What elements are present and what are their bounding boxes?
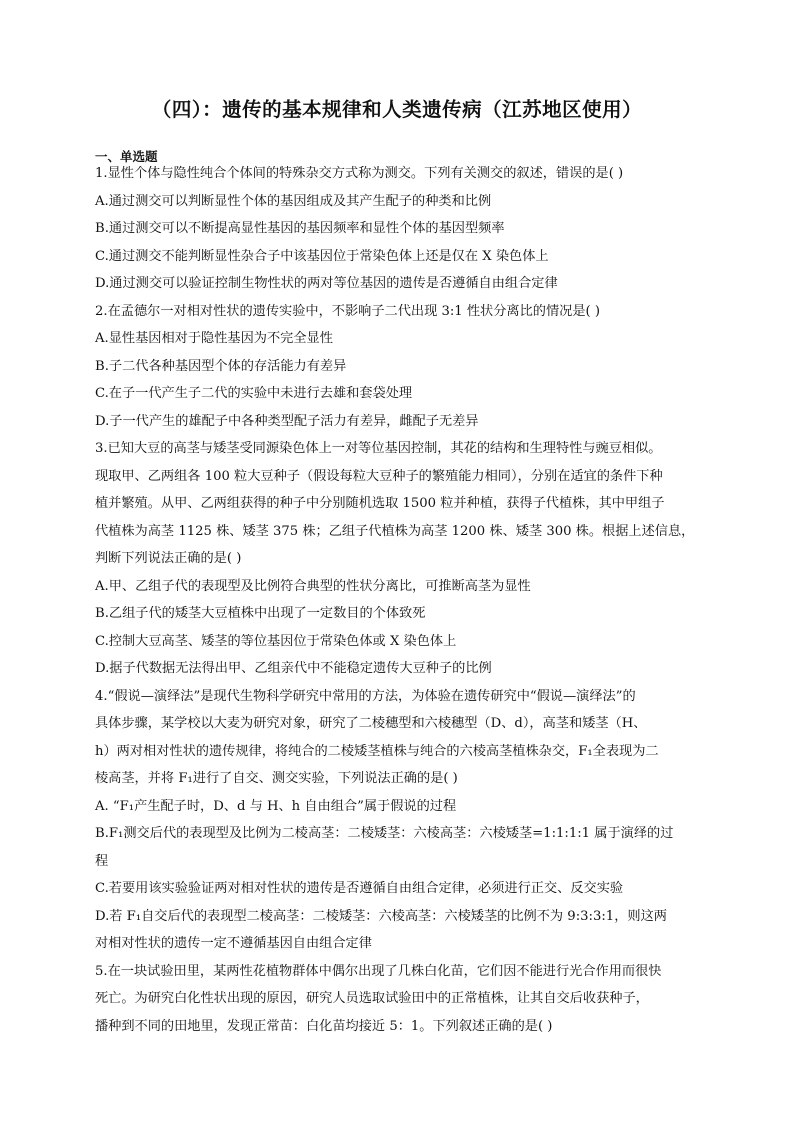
page-title: （四）：遗传的基本规律和人类遗传病（江苏地区使用） — [151, 98, 643, 121]
text-line: C.控制大豆高茎、矮茎的等位基因位于常染色体或 X 染色体上 — [95, 633, 457, 649]
text-line: D.据子代数据无法得出甲、乙组亲代中不能稳定遗传大豆种子的比例 — [95, 661, 492, 676]
text-line: 播种到不同的田地里，发现正常苗：白化苗均接近 5：1。下列叙述正确的是( ) — [95, 1018, 553, 1034]
text-line: A.显性基因相对于隐性基因为不完全显性 — [95, 331, 333, 346]
question-list — [95, 160, 700, 1040]
text-line: C.通过测交不能判断显性杂合子中该基因位于常染色体上还是仅在 X 染色体上 — [95, 248, 549, 264]
text-line: D.若 F₁自交后代的表现型二棱高茎：二棱矮茎：六棱高茎：六棱矮茎的比例不为 9:3:3:1，则这两 — [95, 908, 667, 924]
text-line: A.通过测交可以判断显性个体的基因组成及其产生配子的种类和比例 — [95, 193, 492, 209]
text-line: B.F₁测交后代的表现型及比例为二棱高茎：二棱矮茎：六棱高茎：六棱矮茎=1:1:1:1 属于演绎的过 — [95, 826, 674, 841]
text-line: D.通过测交可以验证控制生物性状的两对等位基因的遗传是否遵循自由组合定律 — [95, 276, 558, 291]
text-line: C.若要用该实验验证两对相对性状的遗传是否遵循自由组合定律，必须进行正交、反交实验 — [95, 881, 624, 896]
text-line: 4.“假说—演绎法”是现代生物科学研究中常用的方法，为体验在遗传研究中“假说—演绎法”的 — [95, 688, 636, 704]
text-line: A.甲、乙组子代的表现型及比例符合典型的性状分离比，可推断高茎为显性 — [95, 578, 531, 594]
text-line: A. “F₁产生配子时，D、d 与 H、h 自由组合”属于假说的过程 — [95, 798, 457, 814]
text-line: D.子一代产生的雄配子中各种类型配子活力有差异，雌配子无差异 — [95, 413, 479, 429]
text-line: 3.已知大豆的高茎与矮茎受同源染色体上一对等位基因控制，其花的结构和生理特性与豌豆相似。 — [95, 441, 662, 456]
text-line: B.子二代各种基因型个体的存活能力有差异 — [95, 358, 347, 374]
text-line: 死亡。为研究白化性状出现的原因，研究人员选取试验田中的正常植株，让其自交后收获种子， — [95, 991, 649, 1006]
section-heading: 一、单选题 — [95, 149, 158, 164]
text-line: 具体步骤，某学校以大麦为研究对象，研究了二棱穗型和六棱穗型（D、d），高茎和矮茎（H、 — [95, 716, 647, 731]
text-line: C.在子一代产生子二代的实验中未进行去雄和套袋处理 — [95, 386, 413, 401]
text-line: 现取甲、乙两组各 100 粒大豆种子（假设每粒大豆种子的繁殖能力相同），分别在适宜的条件下种 — [95, 468, 663, 484]
text-line: B.通过测交可以不断提高显性基因的基因频率和显性个体的基因型频率 — [95, 221, 505, 236]
text-line: 5.在一块试验田里，某两性花植物群体中偶尔出现了几株白化苗，它们因不能进行光合作用而很快 — [95, 963, 662, 979]
text-line: 2.在孟德尔一对相对性状的遗传实验中，不影响子二代出现 3:1 性状分离比的情况是( ) — [95, 303, 601, 319]
text-line: B.乙组子代的矮茎大豆植株中出现了一定数目的个体致死 — [95, 606, 426, 621]
text-line: 棱高茎，并将 F₁进行了自交、测交实验，下列说法正确的是( ) — [95, 771, 458, 786]
text-line: 程 — [95, 853, 109, 869]
text-line: 植并繁殖。从甲、乙两组获得的种子中分别随机选取 1500 粒并种植，获得子代植株，其中甲组子 — [95, 496, 665, 511]
text-line: 1.显性个体与隐性纯合个体间的特殊杂交方式称为测交。下列有关测交的叙述，错误的是( ) — [95, 166, 624, 181]
text-line: 代植株为高茎 1125 株、矮茎 375 株；乙组子代植株为高茎 1200 株、矮茎 300 株。根据上述信息， — [95, 523, 695, 539]
text-line: 对相对性状的遗传一定不遵循基因自由组合定律 — [95, 936, 372, 951]
text-line: h）两对相对性状的遗传规律，将纯合的二棱矮茎植株与纯合的六棱高茎植株杂交，F₁全表现为二 — [95, 743, 659, 759]
text-line: 判断下列说法正确的是( ) — [95, 551, 242, 566]
